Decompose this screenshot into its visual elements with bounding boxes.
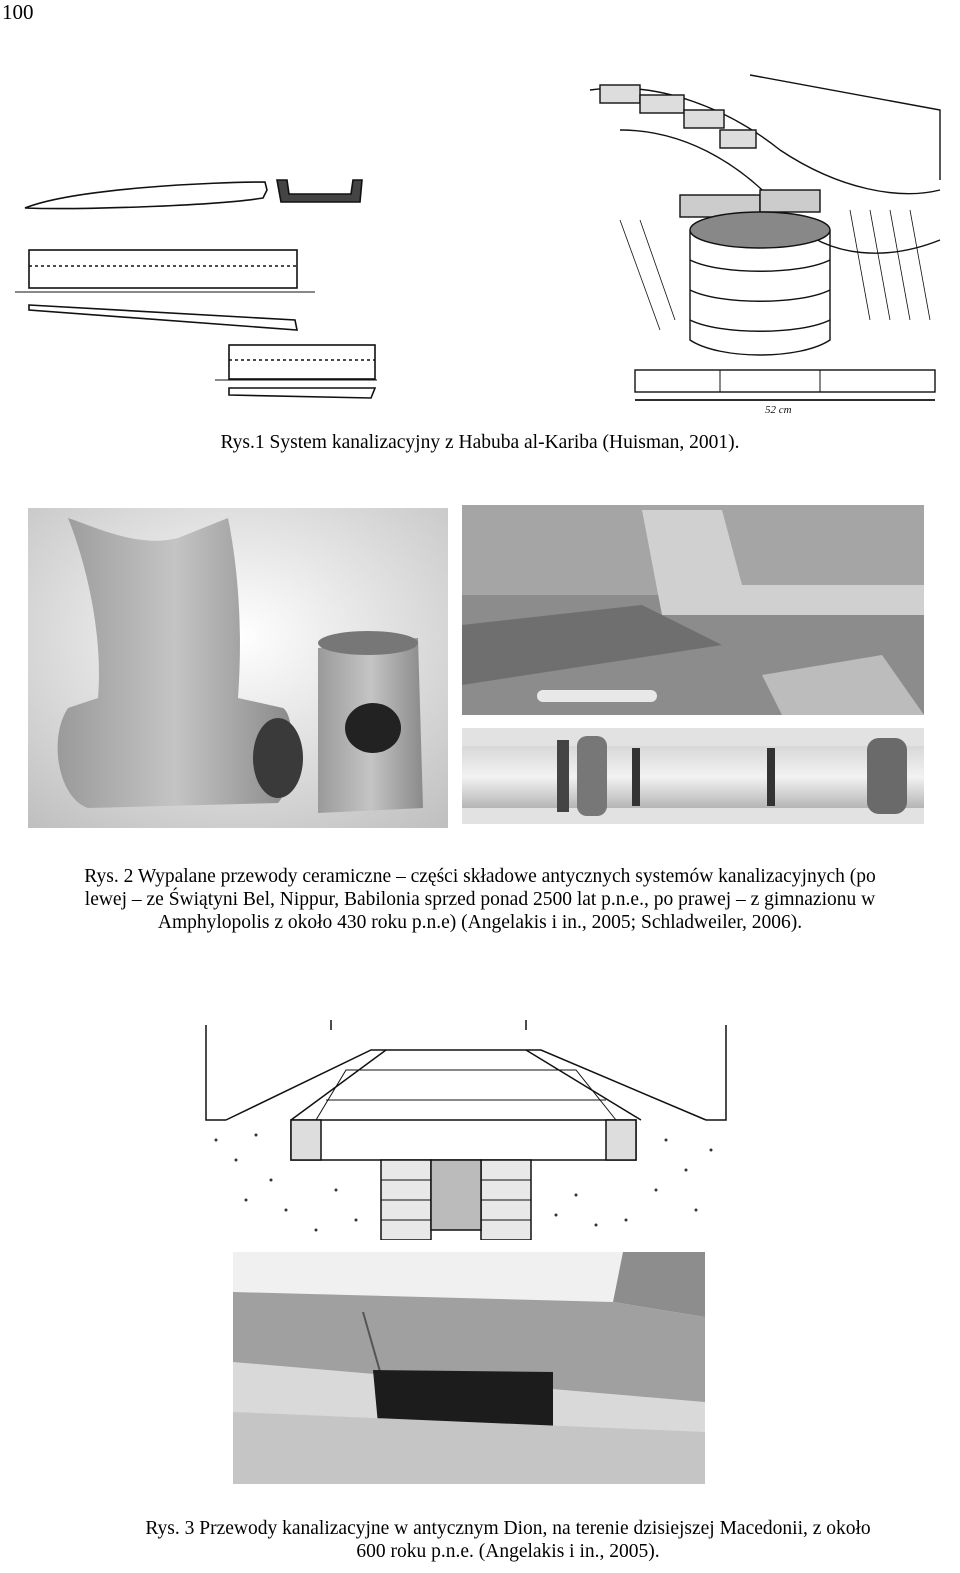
figure1-pipe-segments-drawing (15, 170, 385, 410)
figure1-caption: Rys.1 System kanalizacyjny z Habuba al-Kariba (Huisman, 2001). (220, 432, 740, 453)
page-number: 100 (2, 0, 34, 24)
figure2-left-photo-ceramic-pipes (28, 508, 448, 828)
figure2-right-photo-long-pipe (462, 728, 924, 824)
figure2-right-photo-excavation (462, 505, 924, 715)
figure1-channel-cistern-drawing (580, 70, 950, 420)
figure2-caption (0, 865, 960, 934)
figure2-caption-line: Amphylopolis z około 430 roku p.n.e) (Angelakis i in., 2005; Schladweiler, 2006). (157, 912, 803, 933)
figure3-caption-line: Rys. 3 Przewody kanalizacyjne w antycznym Dion, na terenie dzisiejszej Macedonii, z około (145, 1518, 871, 1539)
figure2-caption-line: lewej – ze Świątyni Bel, Nippur, Babilonia sprzed ponad 2500 lat p.n.e., po prawej – z gimnazionu w (84, 889, 876, 910)
figure3-caption (0, 1517, 960, 1563)
figure2-caption-line: Rys. 2 Wypalane przewody ceramiczne – części składowe antycznych systemów kanalizacyjnych (po (84, 866, 876, 887)
figure1-scale-label: 52 cm (765, 404, 792, 416)
figure3-channel-cross-section-drawing (196, 1020, 736, 1240)
figure3-photo-stone-drain (233, 1252, 705, 1484)
figure3-caption-line: 600 roku p.n.e. (Angelakis i in., 2005). (356, 1541, 660, 1562)
